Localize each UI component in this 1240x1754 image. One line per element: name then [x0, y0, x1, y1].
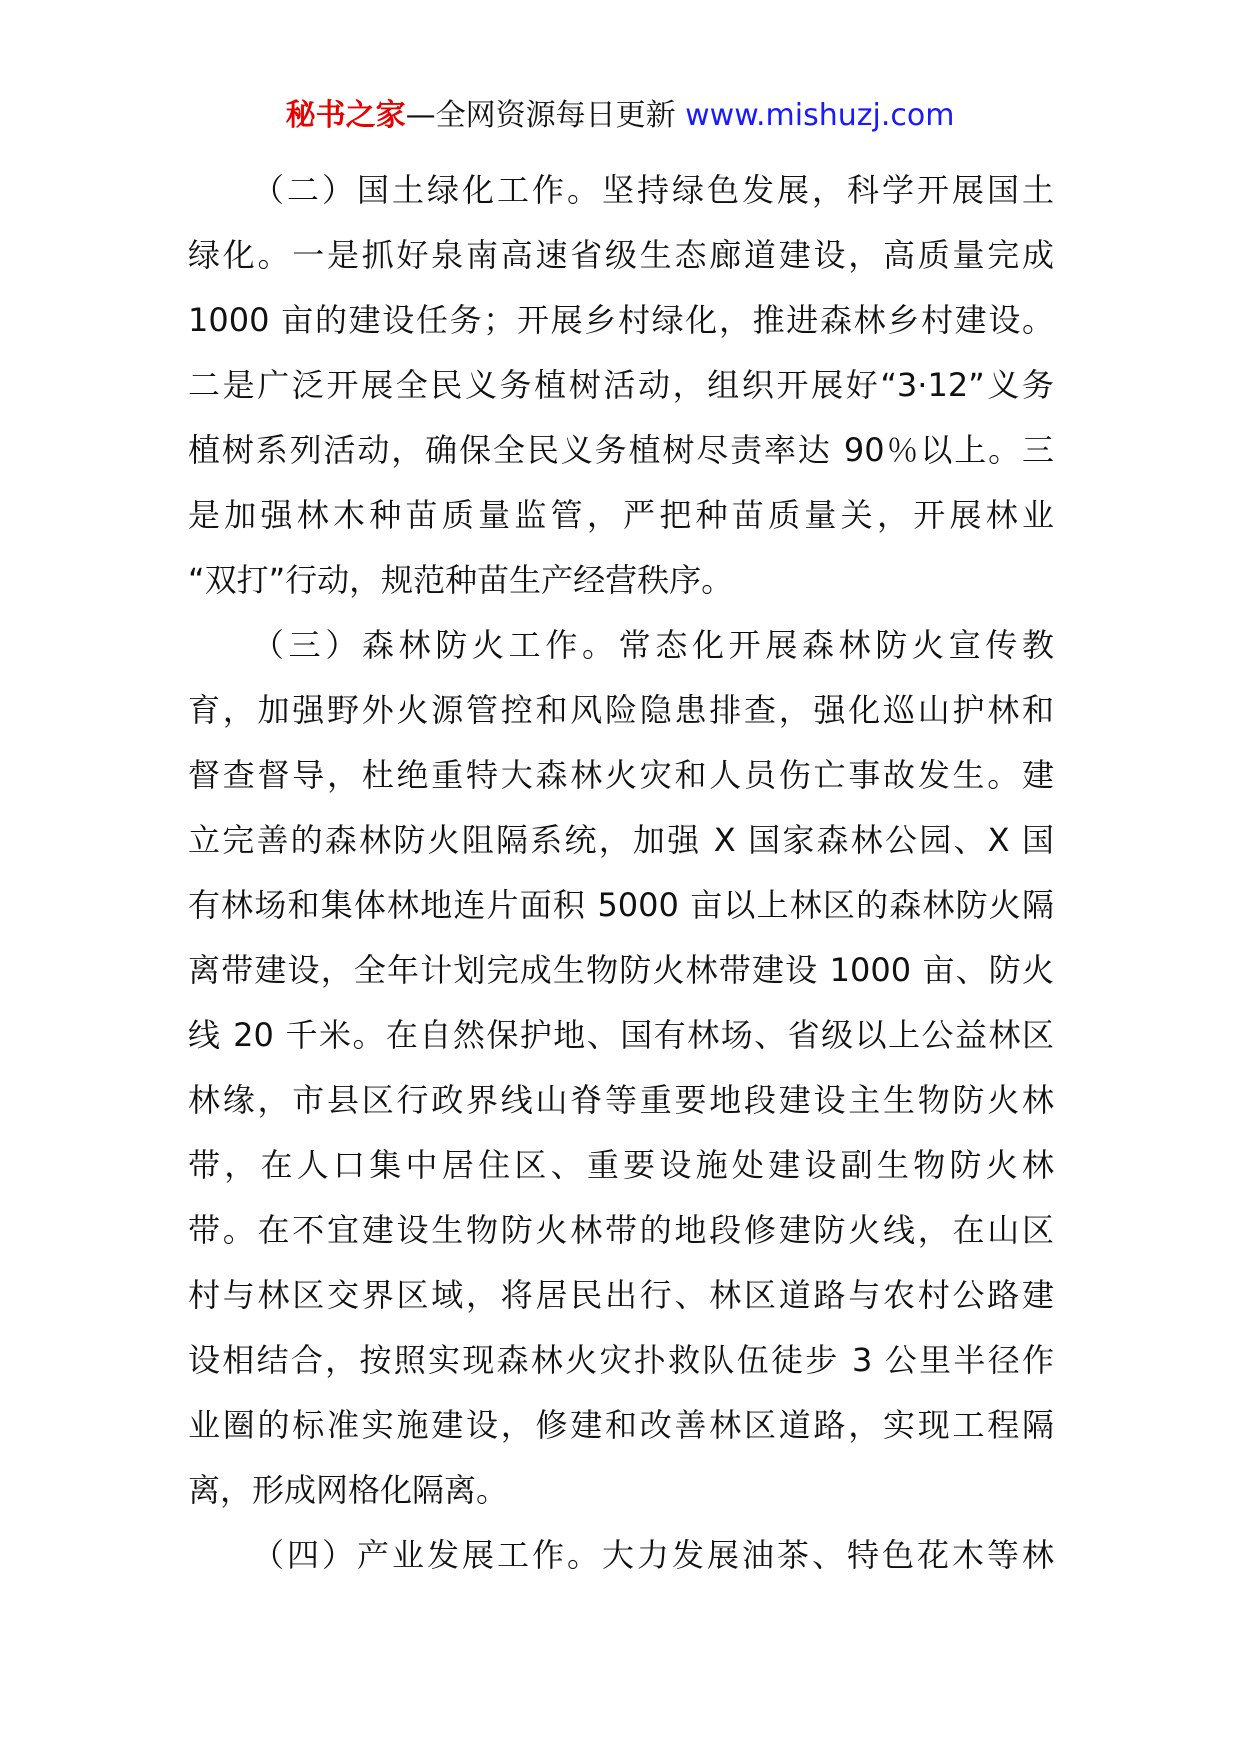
- paragraph-line: 植树系列活动，确保全民义务植树尽责率达 90％以上。三: [188, 431, 1054, 469]
- paragraph-line: 绿化。一是抓好泉南高速省级生态廊道建设，高质量完成: [188, 236, 1054, 274]
- site-url-link[interactable]: www.mishuzj.com: [685, 98, 955, 133]
- paragraph-line: 督查督导，杜绝重特大森林火灾和人员伤亡事故发生。建: [188, 756, 1054, 794]
- paragraph-line: 是加强林木种苗质量监管，严把种苗质量关，开展林业: [188, 496, 1054, 534]
- paragraph-line: （四）产业发展工作。大力发展油茶、特色花木等林: [252, 1536, 1054, 1574]
- paragraph-line: 立完善的森林防火阻隔系统，加强 X 国家森林公园、X 国: [188, 821, 1054, 859]
- paragraph-line: 有林场和集体林地连片面积 5000 亩以上林区的森林防火隔: [188, 886, 1054, 924]
- paragraph-line: 林缘，市县区行政界线山脊等重要地段建设主生物防火林: [188, 1081, 1054, 1119]
- paragraph-line: 育，加强野外火源管控和风险隐患排查，强化巡山护林和: [188, 691, 1054, 729]
- paragraph-line: 二是广泛开展全民义务植树活动，组织开展好“3·12”义务: [188, 366, 1054, 404]
- paragraph-line: “双打”行动，规范种苗生产经营秩序。: [188, 561, 734, 599]
- site-brand: 秘书之家: [285, 98, 406, 133]
- paragraph-line: 设相结合，按照实现森林火灾扑救队伍徒步 3 公里半径作: [188, 1341, 1054, 1379]
- paragraph-line: 村与林区交界区域，将居民出行、林区道路与农村公路建: [188, 1276, 1054, 1314]
- site-header: [0, 96, 1240, 136]
- paragraph-line: 线 20 千米。在自然保护地、国有林场、省级以上公益林区: [188, 1016, 1054, 1054]
- paragraph-line: （三）森林防火工作。常态化开展森林防火宣传教: [252, 626, 1054, 664]
- paragraph-line: 带，在人口集中居住区、重要设施处建设副生物防火林: [188, 1146, 1054, 1184]
- paragraph-line: 1000 亩的建设任务；开展乡村绿化，推进森林乡村建设。: [188, 301, 1054, 339]
- paragraph-line: 离带建设，全年计划完成生物防火林带建设 1000 亩、防火: [188, 951, 1054, 989]
- document-body: [188, 158, 1054, 1588]
- paragraph-line: （二）国土绿化工作。坚持绿色发展，科学开展国土: [252, 171, 1054, 209]
- site-slogan: —全网资源每日更新: [405, 98, 676, 133]
- paragraph-line: 业圈的标准实施建设，修建和改善林区道路，实现工程隔: [188, 1406, 1054, 1444]
- paragraph-line: 带。在不宜建设生物防火林带的地段修建防火线，在山区: [188, 1211, 1054, 1249]
- paragraph-line: 离，形成网格化隔离。: [188, 1471, 509, 1509]
